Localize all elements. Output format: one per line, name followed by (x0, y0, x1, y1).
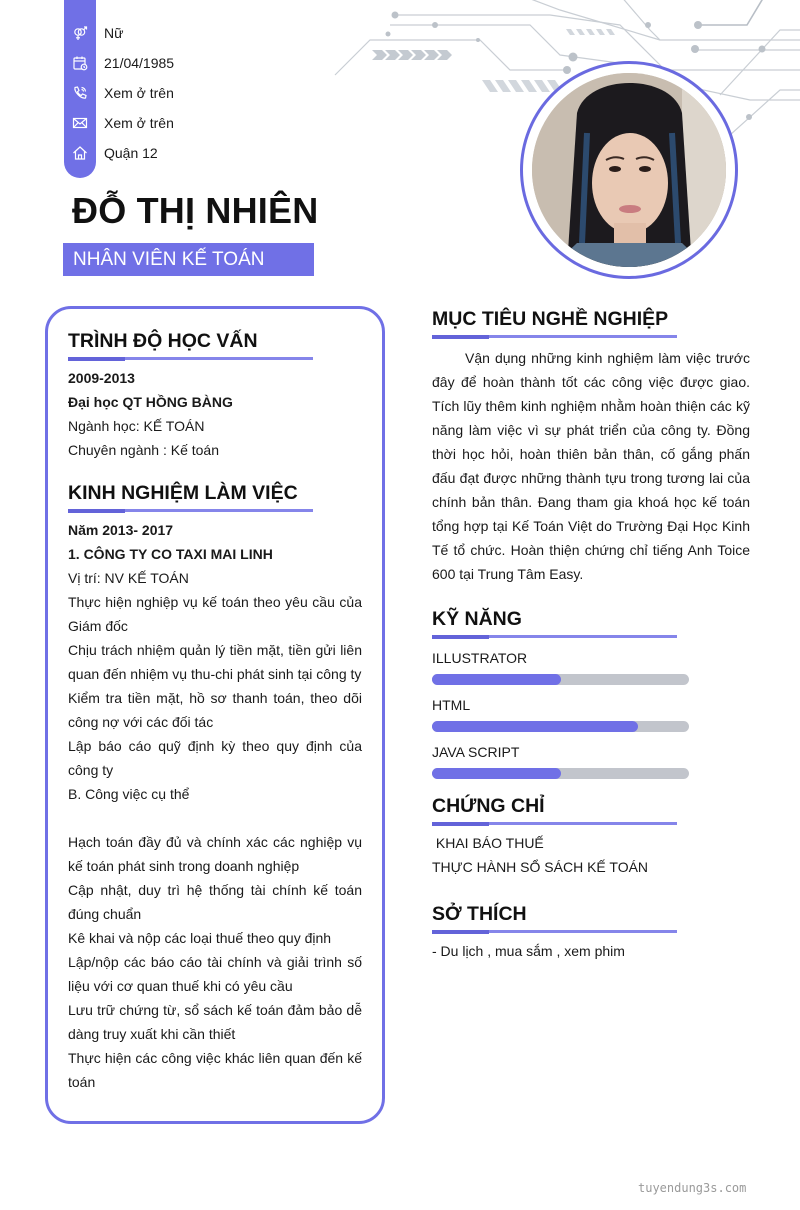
duty-item: Thực hiện nghiệp vụ kế toán theo yêu cầu của Giám đốc (68, 594, 362, 634)
experience-title: KINH NGHIỆM LÀM VIỆC (68, 482, 298, 504)
contact-birthday (64, 48, 174, 78)
address-value: Quận 12 (104, 145, 158, 161)
phone-icon (64, 85, 96, 101)
gender-value: Nữ (104, 25, 124, 41)
education-section (68, 330, 362, 462)
experience-company: 1. CÔNG TY CO TAXI MAI LINH (68, 546, 273, 562)
contact-address (64, 138, 174, 168)
avatar-photo-illustration (532, 73, 726, 267)
section-divider (432, 822, 677, 825)
skill-bar-track (432, 721, 689, 732)
certificates-section (432, 795, 750, 879)
duty-item: Chịu trách nhiệm quản lý tiền mặt, tiền gửi liên quan đến nhiệm vụ thu-chi phát sinh tại công ty (68, 642, 362, 682)
skill-bar-fill (432, 674, 561, 685)
education-school: Đại học QT HỒNG BÀNG (68, 394, 233, 410)
education-specialization: Chuyên ngành : Kế toán (68, 442, 220, 458)
skills-section (432, 608, 750, 779)
home-icon (64, 145, 96, 161)
section-divider (68, 357, 313, 360)
job-title-badge: NHÂN VIÊN KẾ TOÁN (63, 243, 314, 276)
skill-bar-fill (432, 721, 638, 732)
skill-bar-fill (432, 768, 561, 779)
email-value: Xem ở trên (104, 115, 174, 131)
phone-value: Xem ở trên (104, 85, 174, 101)
experience-period: Năm 2013- 2017 (68, 522, 174, 538)
skills-list (432, 650, 750, 779)
duty-item: Lập báo cáo quỹ định kỳ theo quy định của công ty (68, 738, 362, 778)
birthday-value: 21/04/1985 (104, 55, 175, 71)
section-divider (432, 335, 677, 338)
task-item: Lưu trữ chứng từ, sổ sách kế toán đảm bảo dễ dàng truy xuất khi cần thiết (68, 1002, 362, 1042)
education-title: TRÌNH ĐỘ HỌC VẤN (68, 330, 258, 352)
task-item: Cập nhật, duy trì hệ thống tài chính kế toán đúng chuẩn (68, 882, 362, 922)
hobbies-section (432, 903, 750, 963)
education-period: 2009-2013 (68, 370, 135, 386)
section-divider (68, 509, 313, 512)
section-divider (432, 635, 677, 638)
candidate-name: ĐỖ THỊ NHIÊN (72, 190, 319, 231)
contact-gender (64, 18, 174, 48)
certificate-item: KHAI BÁO THUẾ (432, 835, 544, 851)
education-major: Ngành học: KẾ TOÁN (68, 418, 205, 434)
mail-icon (64, 115, 96, 131)
experience-section (68, 482, 362, 1094)
objective-text: Vận dụng những kinh nghiệm làm việc trước đây để hoàn thành tốt các công việc được giao. Tích lũy thêm kinh nghiệm nhằm hoàn thiện các kỹ năng làm việc vì sự phát triển của công ty. Đồng thời học hỏi, hoàn thiên bản thân, cố gắng phấn đấu đạt được những thành tựu trong tương lai của chính bản thân. Đang tham gia khoá học kế toán tổng hợp tại Kế Toán Việt do Trường Đại Học Kinh Tế tổ chức. Hoàn thiện chứng chỉ tiếng Anh Toice 600 tại Trung Tâm Easy. (432, 350, 750, 582)
blank-line (68, 806, 362, 830)
skill-label: JAVA SCRIPT (432, 744, 520, 760)
skill-label: ILLUSTRATOR (432, 650, 528, 666)
task-item: Kê khai và nộp các loại thuế theo quy định (68, 930, 332, 946)
skill-bar-track (432, 768, 689, 779)
task-item: Hạch toán đầy đủ và chính xác các nghiệp vụ kế toán phát sinh trong doanh nghiệp (68, 834, 362, 874)
skill-bar-track (432, 674, 689, 685)
certificate-item: THỰC HÀNH SỔ SÁCH KẾ TOÁN (432, 859, 649, 875)
contact-phone (64, 78, 174, 108)
contact-list (64, 18, 174, 168)
skill-label: HTML (432, 697, 471, 713)
watermark: tuyendung3s.com (638, 1181, 747, 1195)
task-item: Lập/nộp các báo cáo tài chính và giải trình số liệu với cơ quan thuế khi có yêu cầu (68, 954, 362, 994)
objective-section (432, 308, 750, 586)
task-item: Thực hiện các công việc khác liên quan đến kế toán (68, 1050, 362, 1090)
contact-email (64, 108, 174, 138)
gender-icon (64, 25, 96, 41)
experience-position: Vị trí: NV KẾ TOÁN (68, 570, 189, 586)
certificates-title: CHỨNG CHỈ (432, 795, 545, 817)
section-divider (432, 930, 677, 933)
skills-title: KỸ NĂNG (432, 608, 522, 630)
hobbies-text: - Du lịch , mua sắm , xem phim (432, 943, 625, 959)
duty-subheading: B. Công việc cụ thể (68, 786, 190, 802)
objective-title: MỤC TIÊU NGHỀ NGHIỆP (432, 308, 669, 330)
calendar-icon (64, 55, 96, 71)
duty-item: Kiểm tra tiền mặt, hồ sơ thanh toán, theo dõi công nợ với các đối tác (68, 690, 362, 730)
avatar (532, 73, 726, 267)
hobbies-title: SỞ THÍCH (432, 903, 527, 925)
